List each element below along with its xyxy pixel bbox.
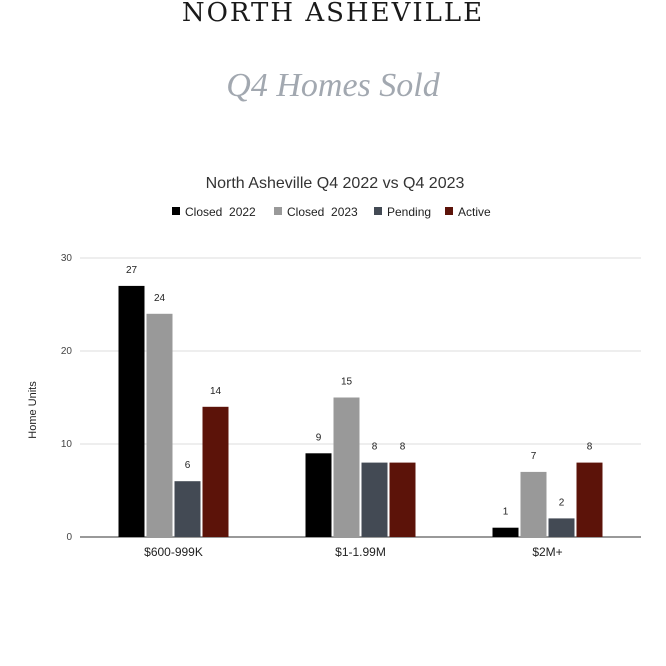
data-label-active-600-999k: 14 bbox=[209, 385, 222, 397]
data-label-closed-2023-600-999k: 24 bbox=[153, 292, 166, 304]
bar-pending-2m bbox=[549, 518, 575, 537]
legend-label-active: Active bbox=[458, 205, 491, 219]
legend-swatch-pending bbox=[374, 207, 382, 215]
data-label-active-2m: 8 bbox=[586, 441, 593, 453]
chart-bars bbox=[119, 286, 603, 537]
data-label-active-1-1-99m: 8 bbox=[399, 441, 406, 453]
bar-closed-2023-1-1-99m bbox=[334, 398, 360, 538]
legend-label-closed-2022: Closed 2022 bbox=[185, 205, 256, 219]
chart-legend bbox=[172, 205, 491, 219]
y-tick-label: 20 bbox=[60, 346, 72, 357]
y-axis-label: Home Units bbox=[27, 381, 39, 439]
page-subtitle: Q4 Homes Sold bbox=[226, 67, 440, 104]
chart-axis bbox=[144, 545, 563, 559]
bar-closed-2023-2m bbox=[521, 472, 547, 537]
y-tick-label: 10 bbox=[60, 439, 72, 450]
bar-active-600-999k bbox=[203, 407, 229, 537]
x-tick-label: $2M+ bbox=[532, 545, 563, 559]
data-label-closed-2023-2m: 7 bbox=[530, 450, 537, 462]
bar-closed-2022-1-1-99m bbox=[306, 453, 332, 537]
legend-label-closed-2023: Closed 2023 bbox=[287, 205, 358, 219]
legend-swatch-closed-2023 bbox=[274, 207, 282, 215]
legend-swatch-active bbox=[445, 207, 453, 215]
x-tick-label: $1-1.99M bbox=[335, 545, 386, 559]
bar-active-2m bbox=[577, 463, 603, 537]
legend-label-pending: Pending bbox=[387, 205, 432, 219]
data-label-pending-1-1-99m: 8 bbox=[371, 441, 378, 453]
data-label-closed-2022-600-999k: 27 bbox=[125, 264, 138, 276]
y-tick-label: 30 bbox=[60, 253, 72, 264]
bar-closed-2023-600-999k bbox=[147, 314, 173, 537]
chart-title: North Asheville Q4 2022 vs Q4 2023 bbox=[205, 175, 465, 192]
data-label-closed-2022-1-1-99m: 9 bbox=[315, 432, 322, 444]
data-label-pending-600-999k: 6 bbox=[184, 460, 191, 472]
bar-chart bbox=[0, 160, 666, 590]
bar-closed-2022-2m bbox=[493, 528, 519, 537]
x-tick-label: $600-999K bbox=[144, 545, 203, 559]
brand-title: NORTH ASHEVILLE bbox=[181, 0, 485, 28]
data-label-pending-2m: 2 bbox=[558, 497, 565, 509]
bar-active-1-1-99m bbox=[390, 463, 416, 537]
bar-closed-2022-600-999k bbox=[119, 286, 145, 537]
legend-swatch-closed-2022 bbox=[172, 207, 180, 215]
y-tick-label: 0 bbox=[66, 532, 72, 543]
bar-pending-1-1-99m bbox=[362, 463, 388, 537]
bar-pending-600-999k bbox=[175, 481, 201, 537]
data-label-closed-2023-1-1-99m: 15 bbox=[340, 376, 353, 388]
data-label-closed-2022-2m: 1 bbox=[502, 506, 509, 518]
